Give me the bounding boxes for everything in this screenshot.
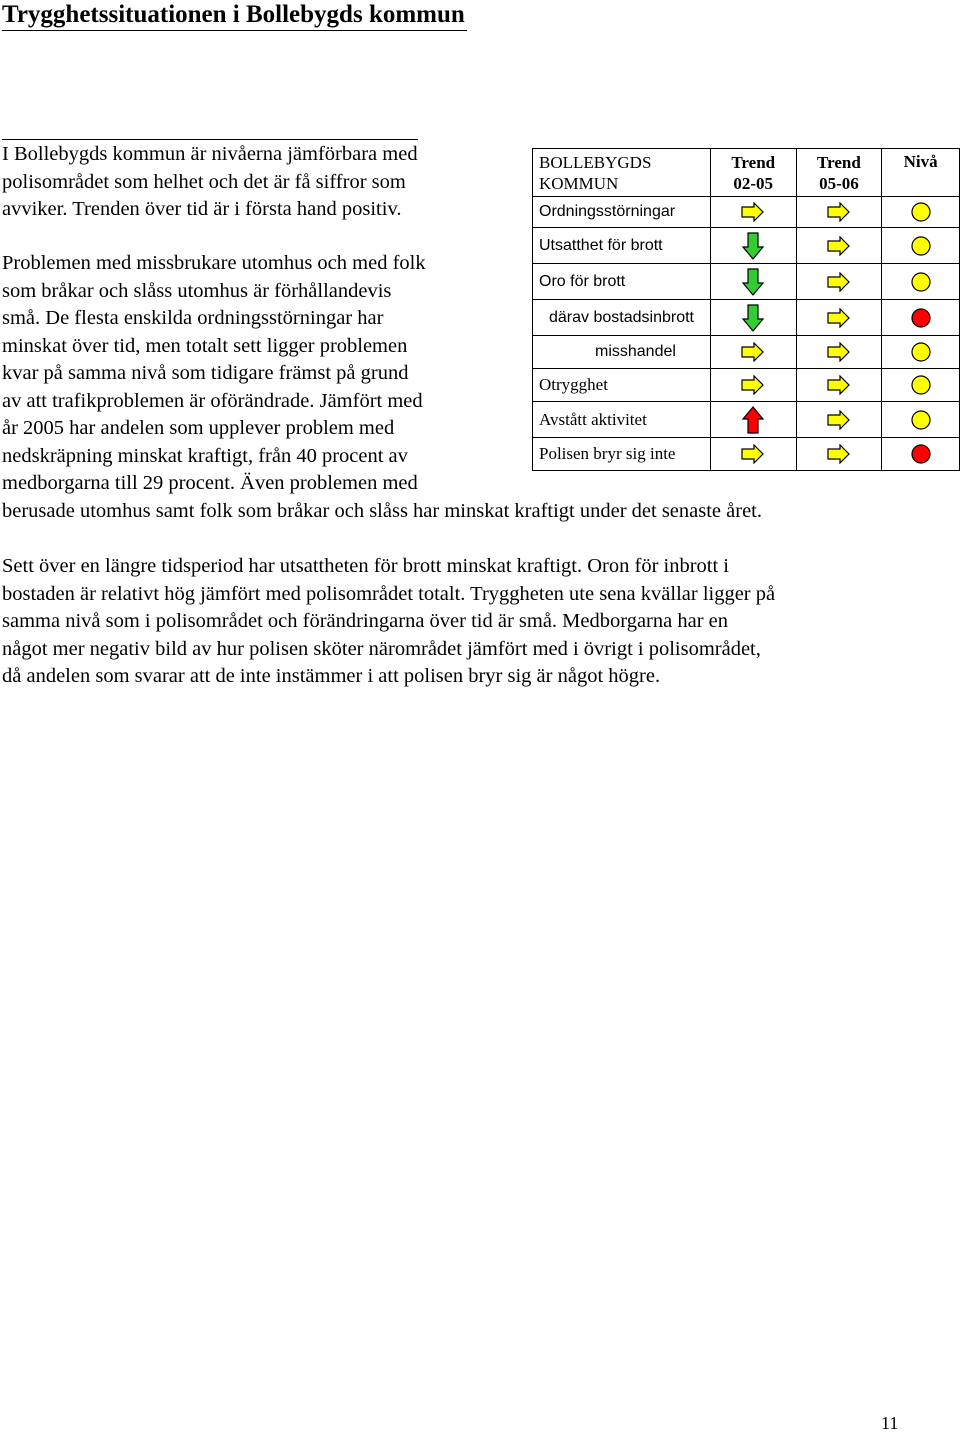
text-line: då andelen som svarar att de inte instämmer i att polisen bryr sig är något högre. [2, 665, 661, 687]
trend-arrow-down-icon [710, 300, 796, 336]
level-yellow-circle-icon [882, 402, 960, 438]
trend-arrow-right-icon [796, 402, 882, 438]
table-row [533, 300, 960, 336]
text-line: år 2005 har andelen som upplever problem med [2, 417, 395, 439]
trend-arrow-right-icon [796, 300, 882, 336]
text-line: Problemen med missbrukare utomhus och med folk [2, 252, 426, 274]
text-line: små. De flesta enskilda ordningsstörningar har [2, 307, 384, 329]
header-municipality [533, 149, 711, 197]
trend-arrow-right-icon [796, 197, 882, 228]
trend-arrow-down-icon [710, 264, 796, 300]
text-line: som bråkar och slåss utomhus är förhållandevis [2, 279, 392, 302]
row-label: Ordningsstörningar [533, 197, 711, 228]
text-line: Sett över en längre tidsperiod har utsattheten för brott minskat kraftigt. Oron för inbrott i [2, 555, 729, 577]
trend-arrow-right-icon [710, 369, 796, 402]
row-label: Oro för brott [533, 264, 711, 300]
trend-arrow-right-icon [710, 197, 796, 228]
header-trend1-line2: 02-05 [733, 173, 774, 193]
text-line: kvar på samma nivå som tidigare främst på grund [2, 362, 409, 384]
level-yellow-circle-icon [882, 369, 960, 402]
table-row [533, 228, 960, 264]
row-label: Otrygghet [533, 369, 711, 402]
header-trend2-line1: Trend [817, 152, 861, 172]
level-yellow-circle-icon [882, 336, 960, 369]
page-number: 11 [881, 1413, 899, 1433]
level-yellow-circle-icon [882, 264, 960, 300]
trend-arrow-right-icon [710, 336, 796, 369]
level-yellow-circle-icon [882, 197, 960, 228]
row-label: misshandel [533, 336, 711, 369]
header-trend2-line2: 05-06 [819, 173, 859, 193]
table-row [533, 369, 960, 402]
row-label: Utsatthet för brott [533, 228, 711, 264]
text-line: minskat över tid, men totalt sett ligger problemen [2, 334, 408, 357]
header-trend-02-05 [710, 149, 796, 197]
table-row [533, 402, 960, 438]
table-row [533, 336, 960, 369]
level-yellow-circle-icon [882, 228, 960, 264]
row-label: Avstått aktivitet [533, 402, 711, 438]
table-body [533, 197, 960, 471]
text-line: polisområdet som helhet och det är få siffror som [2, 170, 406, 193]
text-line: medborgarna till 29 procent. Även problemen med [2, 472, 418, 494]
text-line: bostaden är relativt hög jämfört med polisområdet totalt. Tryggheten ute sena kvällar ligger på [2, 582, 776, 605]
level-red-circle-icon [882, 300, 960, 336]
trend-arrow-down-icon [710, 228, 796, 264]
text-line: något mer negativ bild av hur polisen sköter närområdet jämfört med i övrigt i polisområdet, [2, 637, 761, 660]
table-header-row [533, 149, 960, 197]
header-trend-05-06 [796, 149, 882, 197]
trend-table [532, 148, 960, 471]
trend-arrow-up-icon [710, 402, 796, 438]
text-line: avviker. Trenden över tid är i första hand positiv. [2, 198, 402, 220]
text-line: samma nivå som i polisområdet och förändringarna över tid är små. Medborgarna har en [2, 610, 729, 632]
intro-paragraph [2, 141, 418, 224]
row-label: därav bostadsinbrott [533, 300, 711, 336]
page-title: Trygghetssituationen i Bollebygds kommun [2, 0, 467, 31]
header-trend1-line1: Trend [731, 152, 776, 172]
crime-paragraph [2, 553, 775, 691]
table-row [533, 438, 960, 471]
text-line: I Bollebygds kommun är nivåerna jämförbara med [2, 143, 418, 165]
header-level: Nivå [882, 149, 960, 197]
row-label: Polisen bryr sig inte [533, 438, 711, 471]
trend-arrow-right-icon [796, 369, 882, 402]
header-municipality-line1: BOLLEBYGDS [539, 152, 652, 172]
trend-arrow-right-icon [796, 438, 882, 471]
trend-arrow-right-icon [796, 264, 882, 300]
text-line: av att trafikproblemen är oförändrade. Jämfört med [2, 389, 423, 412]
text-line: berusade utomhus samt folk som bråkar och slåss har minskat kraftigt under det senaste året. [2, 499, 763, 522]
text-line: nedskräpning minskat kraftigt, från 40 procent av [2, 444, 408, 467]
table-row [533, 264, 960, 300]
level-red-circle-icon [882, 438, 960, 471]
table-row [533, 197, 960, 228]
section-divider [2, 139, 418, 140]
trend-arrow-right-icon [710, 438, 796, 471]
header-municipality-line2: KOMMUN [539, 173, 619, 193]
trend-arrow-right-icon [796, 336, 882, 369]
trend-arrow-right-icon [796, 228, 882, 264]
